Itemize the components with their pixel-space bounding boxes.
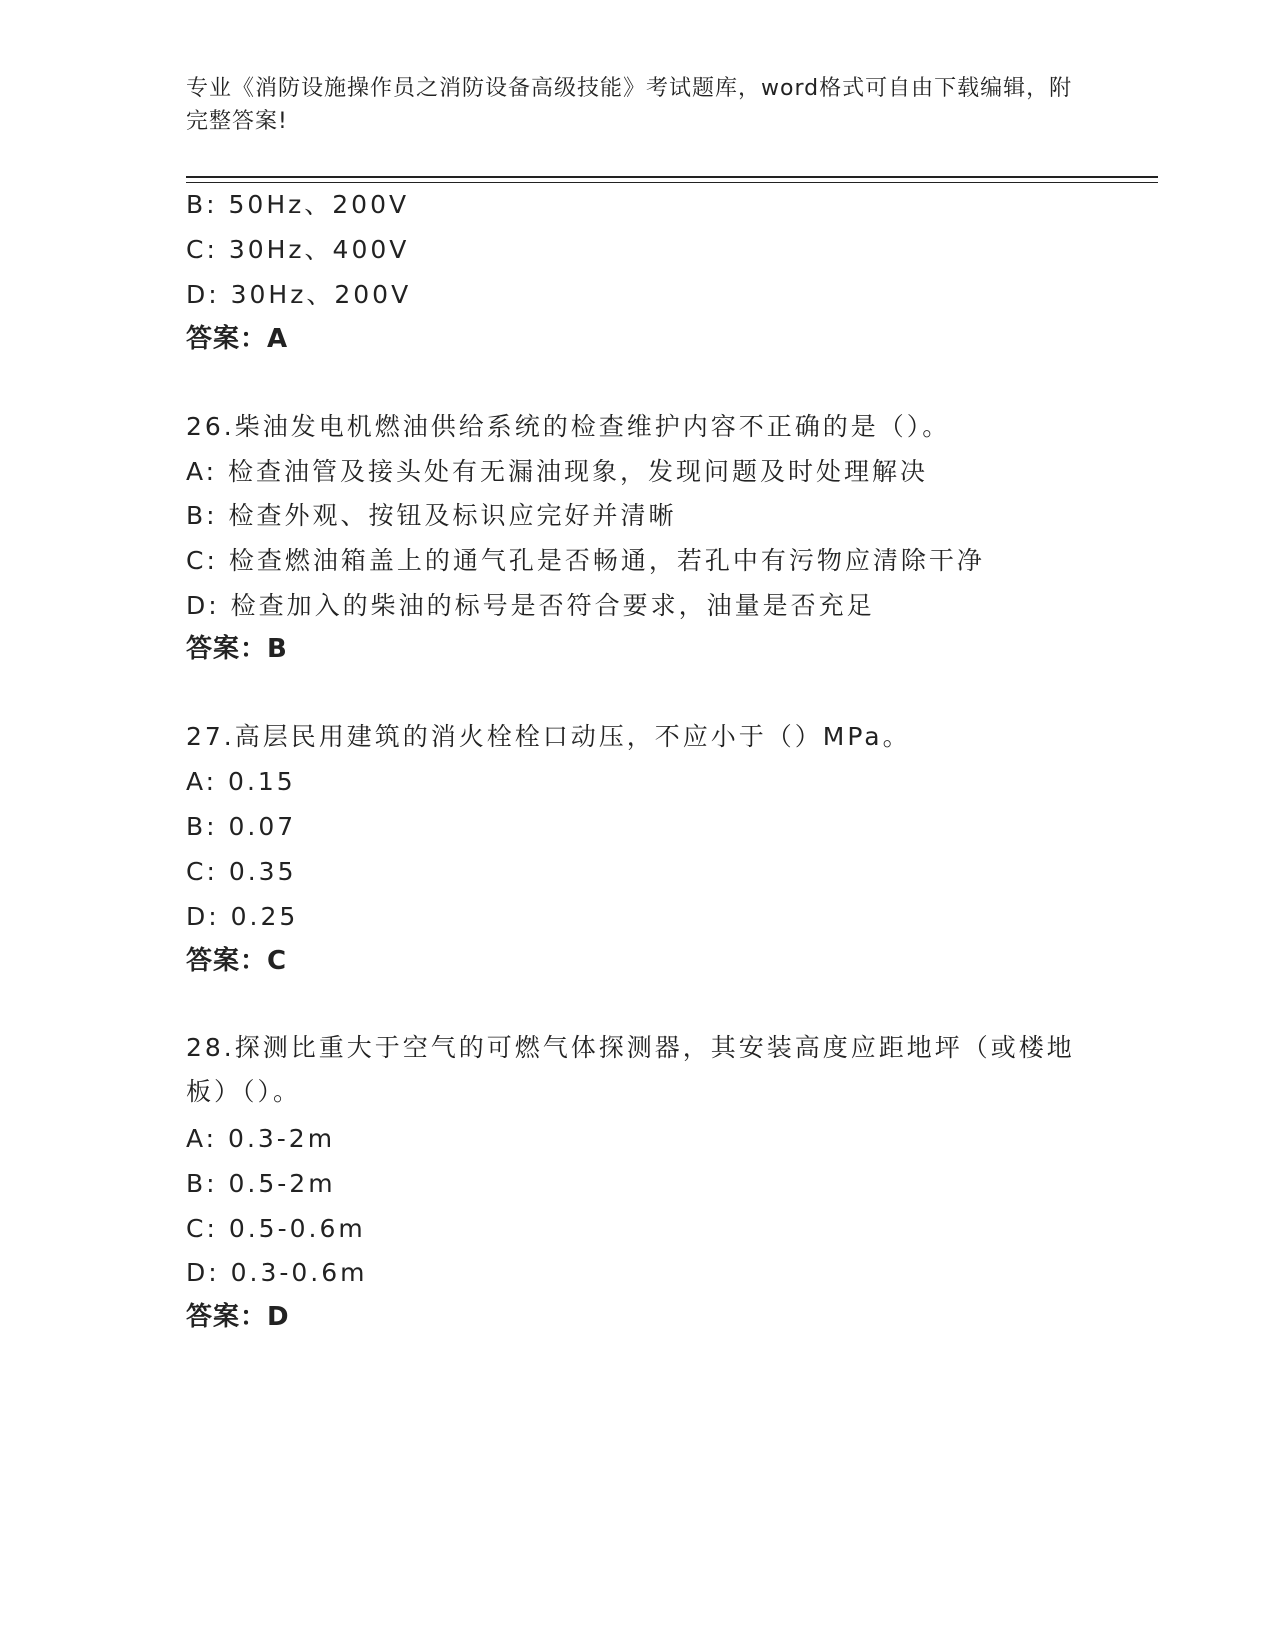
option-c: C: 30Hz、400V xyxy=(186,235,410,264)
option-b: B: 检查外观、按钮及标识应完好并清晰 xyxy=(186,501,677,530)
answer-label: 答案：D xyxy=(186,1302,290,1332)
option-d: D: 0.25 xyxy=(186,902,299,931)
option-a: A: 0.15 xyxy=(186,767,296,796)
option-b: B: 0.07 xyxy=(186,812,297,841)
answer-label: 答案：B xyxy=(186,634,288,664)
option-c: C: 0.35 xyxy=(186,857,297,886)
header-divider-thin xyxy=(186,182,1158,183)
question-stem: 27.高层民用建筑的消火栓栓口动压，不应小于（）MPa。 xyxy=(186,722,911,751)
question-stem: 28.探测比重大于空气的可燃气体探测器，其安装高度应距地坪（或楼地板）（）。 xyxy=(186,1033,1075,1106)
option-c: C: 0.5-0.6m xyxy=(186,1214,366,1243)
option-d: D: 0.3-0.6m xyxy=(186,1258,368,1287)
header-divider-thick xyxy=(186,176,1158,178)
document-header: 专业《消防设施操作员之消防设备高级技能》考试题库，word格式可自由下载编辑，附完整答案! xyxy=(186,76,1073,134)
answer-label: 答案：A xyxy=(186,324,289,354)
option-b: B: 50Hz、200V xyxy=(186,190,410,219)
option-a: A: 检查油管及接头处有无漏油现象，发现问题及时处理解决 xyxy=(186,457,929,486)
question-stem: 26.柴油发电机燃油供给系统的检查维护内容不正确的是（）。 xyxy=(186,412,951,441)
option-a: A: 0.3-2m xyxy=(186,1124,336,1153)
option-d: D: 检查加入的柴油的标号是否符合要求，油量是否充足 xyxy=(186,591,875,620)
option-d: D: 30Hz、200V xyxy=(186,280,412,309)
answer-label: 答案：C xyxy=(186,946,288,976)
option-b: B: 0.5-2m xyxy=(186,1169,336,1198)
option-c: C: 检查燃油箱盖上的通气孔是否畅通，若孔中有污物应清除干净 xyxy=(186,546,985,575)
